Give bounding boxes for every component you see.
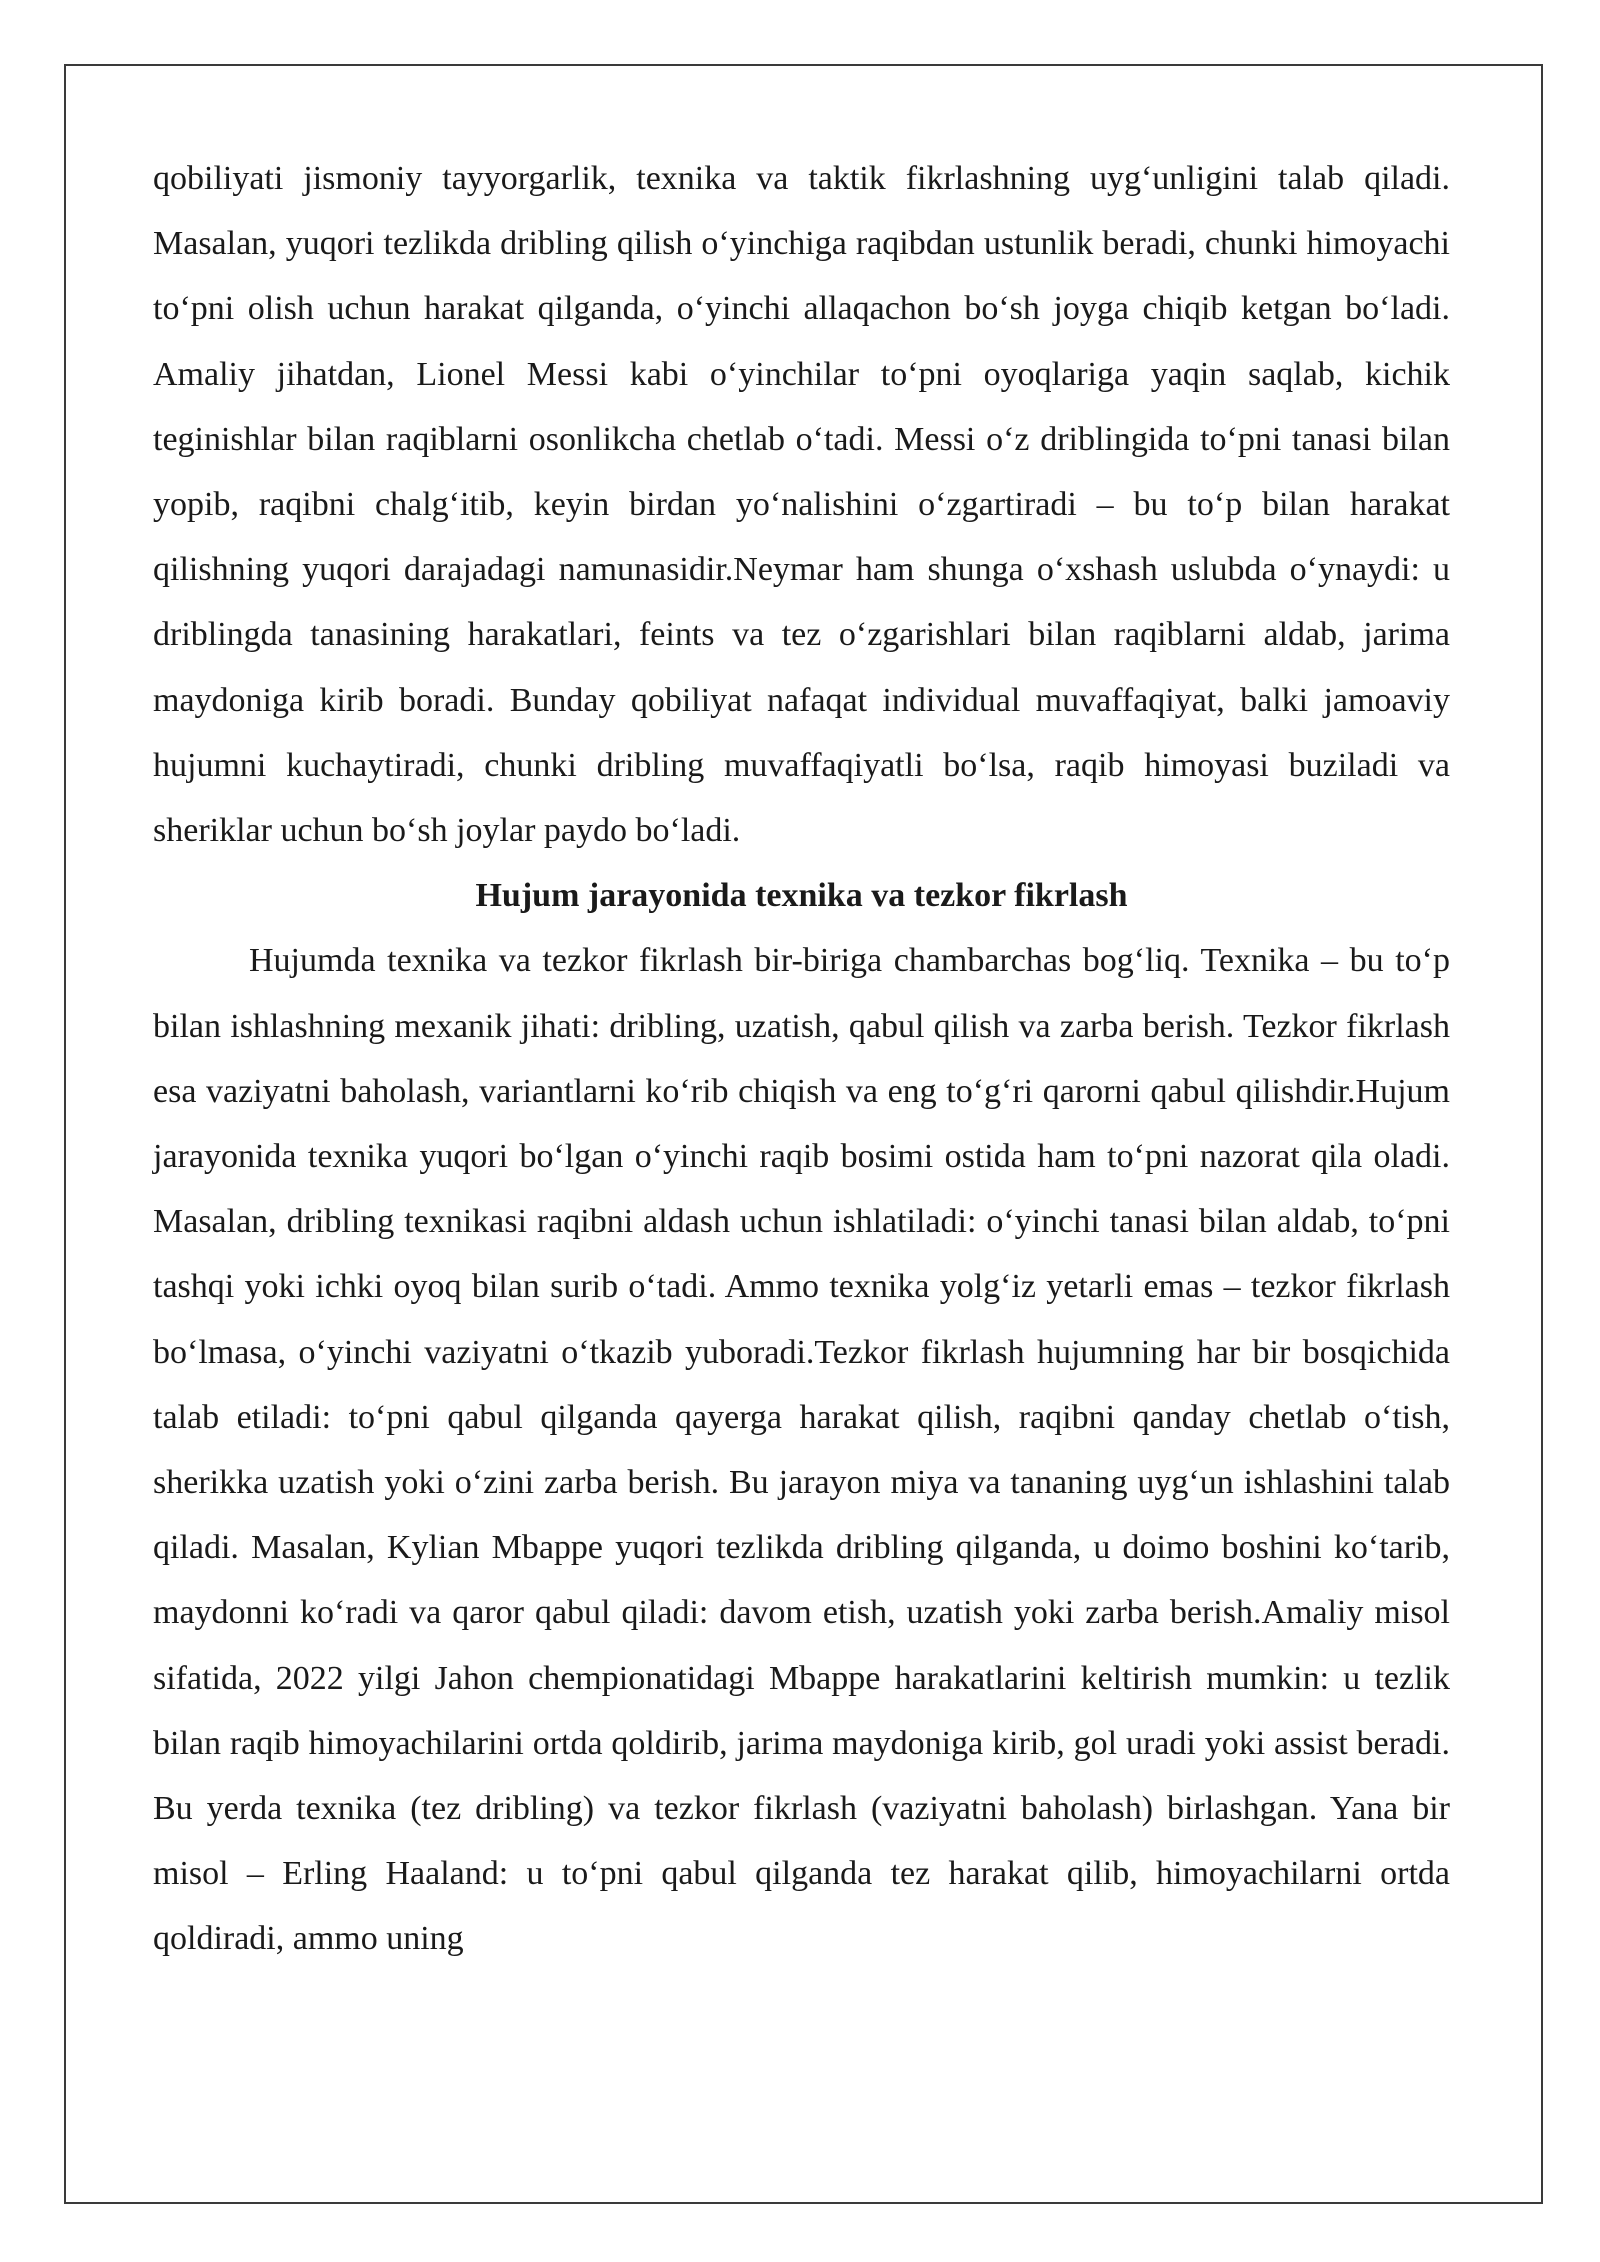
document-body <box>153 146 1450 1972</box>
paragraph-section: Hujumda texnika va tezkor fikrlash bir-biriga chambarchas bog‘liq. Texnika – bu to‘p bilan ishlashning mexanik jihati: dribling, uzatish, qabul qilish va zarba berish. Tezkor fikrlash esa vaziyatni baholash, variantlarni ko‘rib chiqish va eng to‘g‘ri qarorni qabul qilishdir.Hujum jarayonida texnika yuqori bo‘lgan o‘yinchi raqib bosimi ostida ham to‘pni nazorat qila oladi. Masalan, dribling texnikasi raqibni aldash uchun ishlatiladi: o‘yinchi tanasi bilan aldab, to‘pni tashqi yoki ichki oyoq bilan surib o‘tadi. Ammo texnika yolg‘iz yetarli emas – tezkor fikrlash bo‘lmasa, o‘yinchi vaziyatni o‘tkazib yuboradi.Tezkor fikrlash hujumning har bir bosqichida talab etiladi: to‘pni qabul qilganda qayerga harakat qilish, raqibni qanday chetlab o‘tish, sherikka uzatish yoki o‘zini zarba berish. Bu jarayon miya va tananing uyg‘un ishlashini talab qiladi. Masalan, Kylian Mbappe yuqori tezlikda dribling qilganda, u doimo boshini ko‘tarib, maydonni ko‘radi va qaror qabul qiladi: davom etish, uzatish yoki zarba berish.Amaliy misol sifatida, 2022 yilgi Jahon chempionatidagi Mbappe harakatlarini keltirish mumkin: u tezlik bilan raqib himoyachilarini ortda qoldirib, jarima maydoniga kirib, gol uradi yoki assist beradi. Bu yerda texnika (tez dribling) va tezkor fikrlash (vaziyatni baholash) birlashgan. Yana bir misol – Erling Haaland: u to‘pni qabul qilganda tez harakat qilib, himoyachilarni ortda qoldiradi, ammo uning <box>153 942 1450 1958</box>
paragraph-intro: qobiliyati jismoniy tayyorgarlik, texnika va taktik fikrlashning uyg‘unligini talab qiladi. Masalan, yuqori tezlikda dribling qilish o‘yinchiga raqibdan ustunlik beradi, chunki himoyachi to‘pni olish uchun harakat qilganda, o‘yinchi allaqachon bo‘sh joyga chiqib ketgan bo‘ladi. Amaliy jihatdan, Lionel Messi kabi o‘yinchilar to‘pni oyoqlariga yaqin saqlab, kichik teginishlar bilan raqiblarni osonlikcha chetlab o‘tadi. Messi o‘z driblingida to‘pni tanasi bilan yopib, raqibni chalg‘itib, keyin birdan yo‘nalishini o‘zgartiradi – bu to‘p bilan harakat qilishning yuqori darajadagi namunasidir.Neymar ham shunga o‘xshash uslubda o‘ynaydi: u driblingda tanasining harakatlari, feints va tez o‘zgarishlari bilan raqiblarni aldab, jarima maydoniga kirib boradi. Bunday qobiliyat nafaqat individual muvaffaqiyat, balki jamoaviy hujumni kuchaytiradi, chunki dribling muvaffaqiyatli bo‘lsa, raqib himoyasi buziladi va sheriklar uchun bo‘sh joylar paydo bo‘ladi. <box>153 160 1450 850</box>
section-heading: Hujum jarayonida texnika va tezkor fikrlash <box>475 877 1128 915</box>
